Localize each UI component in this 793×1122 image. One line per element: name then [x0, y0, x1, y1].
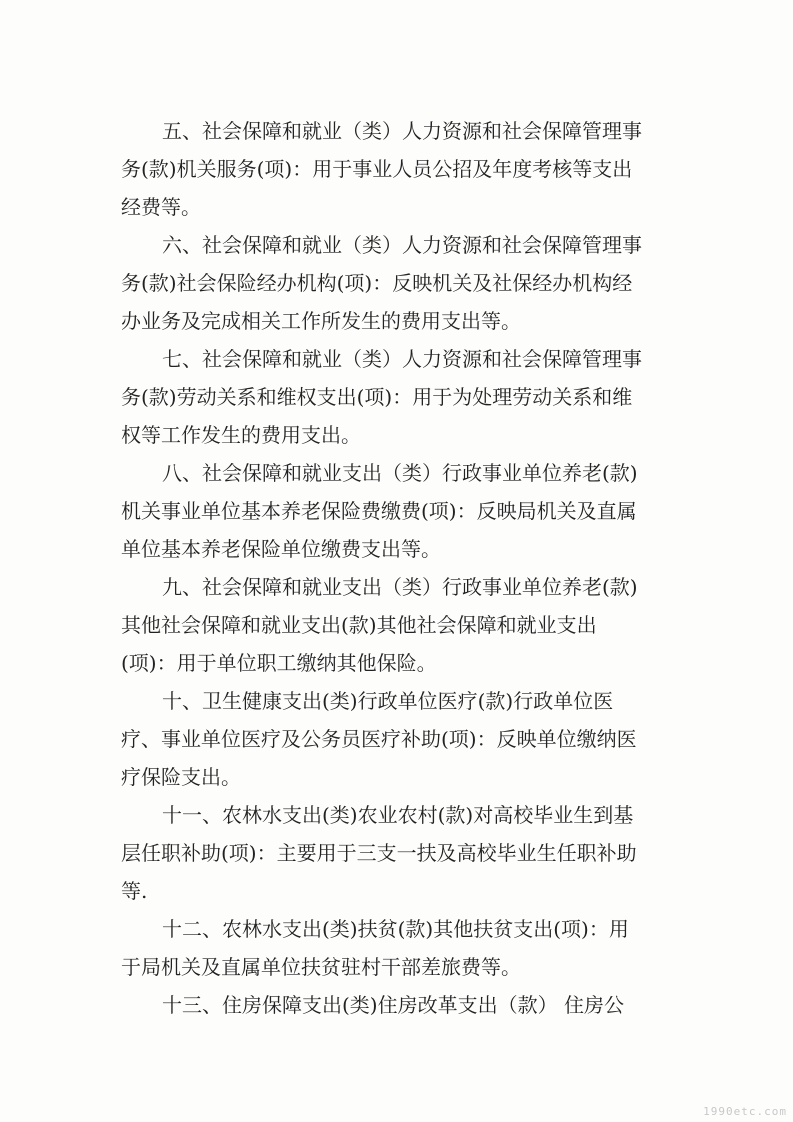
paragraph-2-line-2: 务(款)社会保险经办机构(项)：反映机关及社保经办机构经 [121, 271, 633, 295]
paragraph-3-line-1: 七、社会保障和就业（类）人力资源和社会保障管理事 [162, 347, 642, 371]
paragraph-4-line-1: 八、社会保障和就业支出（类）行政事业单位养老(款) [162, 461, 638, 485]
paragraph-5-line-1: 九、社会保障和就业支出（类）行政事业单位养老(款) [162, 575, 638, 599]
paragraph-2-line-1: 六、社会保障和就业（类）人力资源和社会保障管理事 [162, 233, 642, 257]
paragraph-1-line-1: 五、社会保障和就业（类）人力资源和社会保障管理事 [162, 119, 642, 143]
paragraph-7-line-2: 层任职补助(项)：主要用于三支一扶及高校毕业生任职补助 [121, 841, 637, 865]
paragraph-2-line-3: 办业务及完成相关工作所发生的费用支出等。 [121, 309, 521, 333]
paragraph-8-line-2: 于局机关及直属单位扶贫驻村干部差旅费等。 [121, 955, 521, 979]
paragraph-4-line-2: 机关事业单位基本养老保险费缴费(项)：反映局机关及直属 [121, 499, 637, 523]
paragraph-8-line-1: 十二、农林水支出(类)扶贫(款)其他扶贫支出(项)：用 [162, 917, 629, 941]
paragraph-3-line-3: 权等工作发生的费用支出。 [121, 423, 361, 447]
paragraph-7-line-1: 十一、农林水支出(类)农业农村(款)对高校毕业生到基 [162, 803, 634, 827]
paragraph-3-line-2: 务(款)劳动关系和维权支出(项)：用于为处理劳动关系和维 [121, 385, 633, 409]
paragraph-4-line-3: 单位基本养老保险单位缴费支出等。 [121, 537, 441, 561]
paragraph-1-line-2: 务(款)机关服务(项)：用于事业人员公招及年度考核等支出 [121, 157, 633, 181]
site-watermark: 1990etc.com [703, 1105, 787, 1118]
paragraph-5-line-2: 其他社会保障和就业支出(款)其他社会保障和就业支出 [121, 613, 597, 637]
paragraph-1-line-3: 经费等。 [121, 195, 201, 219]
paragraph-6-line-3: 疗保险支出。 [121, 765, 241, 789]
paragraph-6-line-2: 疗、事业单位医疗及公务员医疗补助(项)：反映单位缴纳医 [121, 727, 637, 751]
paragraph-6-line-1: 十、卫生健康支出(类)行政单位医疗(款)行政单位医 [162, 689, 614, 713]
paragraph-9-line-1: 十三、住房保障支出(类)住房改革支出（款） 住房公 [162, 993, 624, 1017]
paragraph-7-line-3: 等. [121, 879, 148, 903]
paragraph-5-line-3: (项)：用于单位职工缴纳其他保险。 [121, 651, 437, 675]
